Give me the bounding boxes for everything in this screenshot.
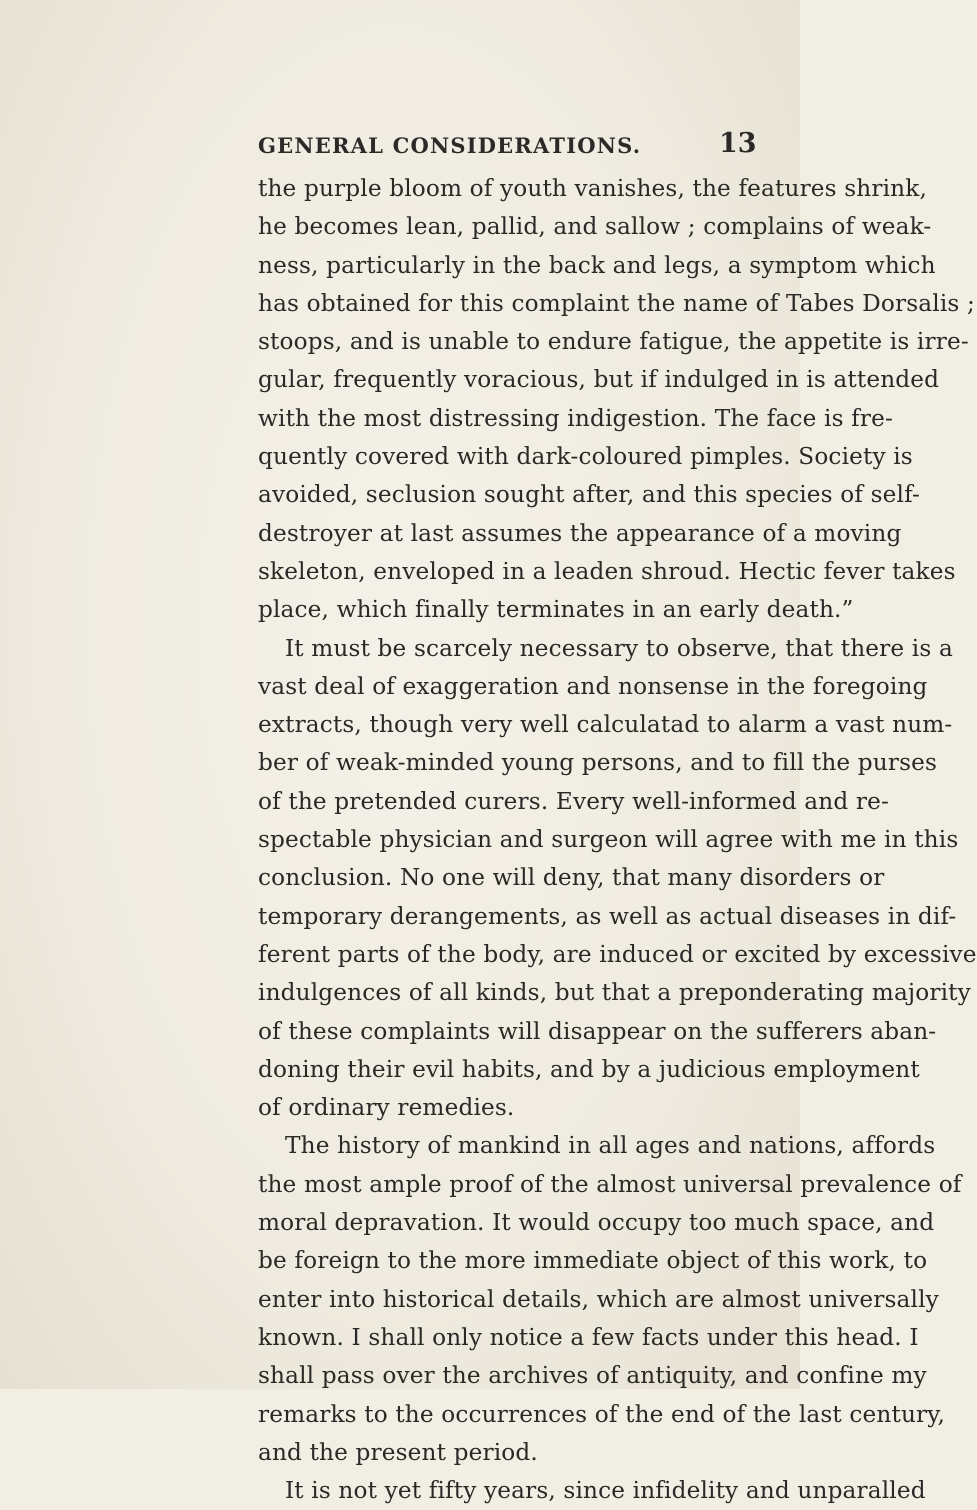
- text-line: shall pass over the archives of antiquity, and confine my: [258, 1362, 927, 1390]
- text-line: stoops, and is unable to endure fatigue, the appetite is irre-: [258, 328, 969, 356]
- text-line: be foreign to the more immediate object of this work, to: [258, 1247, 928, 1275]
- text-line: enter into historical details, which are almost universally: [258, 1285, 939, 1313]
- text-line: conclusion. No one will deny, that many disorders or: [258, 864, 885, 892]
- text-line: known. I shall only notice a few facts under this head. I: [258, 1323, 919, 1351]
- text-line: The history of mankind in all ages and nations, affords: [285, 1132, 936, 1160]
- text-line: avoided, seclusion sought after, and this species of self-: [258, 481, 920, 509]
- page-header: [0, 128, 800, 162]
- text-line: has obtained for this complaint the name of Tabes Dorsalis ;: [258, 289, 975, 317]
- text-line: vast deal of exaggeration and nonsense in the foregoing: [258, 672, 928, 700]
- text-line: he becomes lean, pallid, and sallow ; complains of weak-: [258, 213, 932, 241]
- text-line: the purple bloom of youth vanishes, the features shrink,: [258, 175, 927, 202]
- text-line: remarks to the occurrences of the end of the last century,: [258, 1400, 945, 1428]
- text-line: ferent parts of the body, are induced or excited by excessive: [258, 940, 977, 968]
- text-line: spectable physician and surgeon will agree with me in this: [258, 826, 959, 854]
- text-line: destroyer at last assumes the appearance of a moving: [258, 519, 902, 547]
- page-number: 13: [719, 128, 757, 159]
- text-line: temporary derangements, as well as actual diseases in dif-: [258, 902, 957, 930]
- text-line: indulgences of all kinds, but that a preponderating majority: [258, 979, 971, 1007]
- text-line: of ordinary remedies.: [258, 1094, 515, 1122]
- running-head: GENERAL CONSIDERATIONS.: [258, 133, 642, 158]
- text-line: It is not yet fifty years, since infidelity and unparalled: [285, 1477, 926, 1505]
- text-line: doning their evil habits, and by a judicious employment: [258, 1055, 920, 1083]
- text-line: moral depravation. It would occupy too much space, and: [258, 1209, 935, 1237]
- text-line: and the present period.: [258, 1438, 538, 1466]
- text-line: the most ample proof of the almost universal prevalence of: [258, 1170, 962, 1198]
- text-line: It must be scarcely necessary to observe, that there is a: [285, 634, 953, 662]
- text-line: with the most distressing indigestion. The face is fre-: [258, 404, 893, 432]
- text-line: of the pretended curers. Every well-informed and re-: [258, 787, 889, 815]
- text-line: extracts, though very well calculatad to alarm a vast num-: [258, 711, 953, 739]
- text-line: ber of weak-minded young persons, and to fill the purses: [258, 749, 938, 777]
- body-text: [258, 170, 977, 1510]
- text-line: quently covered with dark-coloured pimples. Society is: [258, 443, 913, 471]
- text-line: ness, particularly in the back and legs, a symptom which: [258, 251, 936, 279]
- text-line: gular, frequently voracious, but if indulged in is attended: [258, 366, 940, 394]
- text-line: place, which finally terminates in an early death.”: [258, 596, 854, 624]
- text-line: of these complaints will disappear on the sufferers aban-: [258, 1017, 937, 1045]
- text-line: skeleton, enveloped in a leaden shroud. Hectic fever takes: [258, 557, 956, 585]
